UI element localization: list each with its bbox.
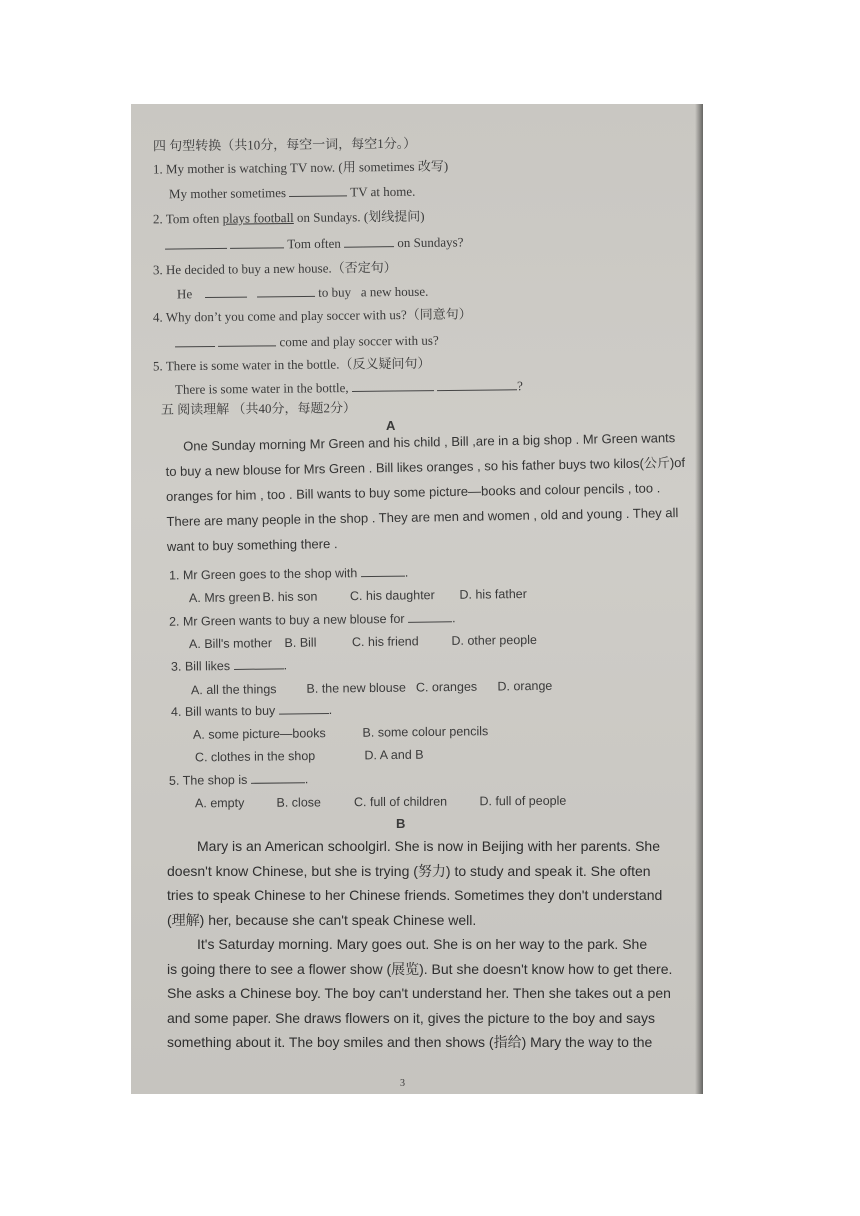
q4-5-ans-pre: There is some water in the bottle, bbox=[174, 380, 349, 397]
worksheet-content bbox=[131, 104, 703, 1094]
option-b[interactable]: B. close bbox=[276, 795, 322, 810]
passage-b-line: and some paper. She draws flowers on it, gives the picture to the boy and says bbox=[167, 1009, 655, 1026]
answer-blank[interactable] bbox=[251, 770, 305, 784]
q4-2 bbox=[153, 209, 425, 228]
passage-a-line: want to buy something there . bbox=[166, 536, 338, 554]
passage-a-line: to buy a new blouse for Mrs Green . Bill likes oranges , so his father buys two kilos(公斤)of bbox=[165, 454, 686, 479]
option-b[interactable]: B. some colour pencils bbox=[362, 724, 489, 740]
q4-3 bbox=[153, 260, 397, 279]
qa-5-options bbox=[195, 793, 566, 812]
passage-b-line: something about it. The boy smiles and then shows (指给) Mary the way to the bbox=[167, 1034, 653, 1050]
answer-blank[interactable] bbox=[352, 378, 434, 392]
option-d[interactable]: D. his father bbox=[459, 586, 527, 602]
qa-2-tail: . bbox=[451, 611, 456, 626]
passage-b-line: She asks a Chinese boy. The boy can't understand her. Then she takes out a pen bbox=[167, 985, 671, 1001]
page-number: 3 bbox=[400, 1078, 405, 1089]
option-d[interactable]: D. A and B bbox=[364, 747, 424, 763]
answer-blank[interactable] bbox=[233, 656, 283, 670]
option-d[interactable]: D. orange bbox=[497, 678, 553, 694]
option-c[interactable]: C. his friend bbox=[351, 634, 419, 650]
option-a[interactable]: A. empty bbox=[194, 795, 245, 811]
q4-5-qmark: ? bbox=[517, 378, 523, 394]
answer-blank[interactable] bbox=[289, 183, 347, 197]
qa-5-stem: 5. The shop is bbox=[168, 772, 248, 788]
option-c[interactable]: C. oranges bbox=[415, 679, 478, 695]
option-b[interactable]: B. Bill bbox=[284, 635, 317, 650]
passage-b-line: is going there to see a flower show (展览). But she doesn't know how to get there. bbox=[167, 960, 673, 977]
passage-a-label: A bbox=[386, 418, 396, 433]
qa-4-tail: . bbox=[328, 703, 333, 718]
qa-3-stem: 3. Bill likes bbox=[170, 658, 231, 674]
q4-4-text: Why don’t you come and play soccer with us?（同意句） bbox=[165, 306, 472, 325]
q4-3-he: He bbox=[176, 286, 193, 302]
q4-2-pre: Tom often bbox=[165, 210, 223, 227]
qa-1-tail: . bbox=[404, 565, 409, 580]
qa-5-tail: . bbox=[304, 772, 309, 787]
option-a[interactable]: A. all the things bbox=[190, 682, 277, 698]
passage-b-label: B bbox=[396, 816, 406, 831]
q4-5-num: 5. bbox=[152, 358, 163, 374]
q4-4-answer bbox=[175, 332, 439, 352]
q4-1-ans-post: TV at home. bbox=[350, 183, 416, 200]
option-d[interactable]: D. full of people bbox=[479, 793, 567, 809]
q4-3-text: He decided to buy a new house.（否定句） bbox=[165, 259, 397, 278]
q4-1-ans-pre: My mother sometimes bbox=[168, 185, 287, 202]
option-b[interactable]: B. his son bbox=[262, 589, 318, 605]
q4-2-num: 2. bbox=[152, 211, 163, 227]
qa-2 bbox=[169, 609, 456, 629]
passage-b-line: It's Saturday morning. Mary goes out. She is on her way to the park. She bbox=[197, 936, 648, 952]
answer-blank[interactable] bbox=[165, 236, 227, 250]
qa-1-stem: 1. Mr Green goes to the shop with bbox=[168, 566, 358, 583]
qa-2-stem: 2. Mr Green wants to buy a new blouse for bbox=[168, 611, 405, 629]
q4-4-ans: come and play soccer with us? bbox=[279, 332, 439, 350]
passage-b-line: Mary is an American schoolgirl. She is now in Beijing with her parents. She bbox=[197, 838, 660, 854]
qa-3 bbox=[171, 656, 287, 674]
option-d[interactable]: D. other people bbox=[451, 632, 538, 648]
qa-5 bbox=[169, 770, 308, 789]
answer-blank[interactable] bbox=[361, 564, 405, 578]
q4-2-answer bbox=[165, 233, 464, 253]
passage-b bbox=[167, 834, 703, 1055]
qa-1-options bbox=[189, 586, 527, 606]
qa-3-options bbox=[191, 678, 553, 698]
option-c[interactable]: C. full of children bbox=[353, 794, 448, 810]
q4-3-num: 3. bbox=[152, 262, 163, 278]
q4-2-post: on Sundays. (划线提问) bbox=[293, 208, 425, 225]
q4-5-text: There is some water in the bottle.（反义疑问句） bbox=[165, 355, 431, 374]
answer-blank[interactable] bbox=[230, 235, 284, 249]
qa-3-tail: . bbox=[283, 658, 288, 673]
section4-title: 四 句型转换（共10分，每空一词，每空1分。） bbox=[152, 135, 417, 154]
qa-4 bbox=[171, 701, 332, 720]
option-c[interactable]: C. clothes in the shop bbox=[194, 748, 316, 765]
answer-blank[interactable] bbox=[205, 285, 247, 298]
q4-5 bbox=[153, 356, 431, 375]
q4-3-new-house: a new house. bbox=[360, 283, 429, 300]
option-a[interactable]: A. Mrs green bbox=[188, 590, 261, 606]
q4-4 bbox=[153, 306, 472, 325]
section5-title: 五 阅读理解 （共40分，每题2分） bbox=[160, 399, 357, 418]
q4-1-num: 1. bbox=[152, 161, 163, 177]
q4-2-underlined: plays football bbox=[222, 209, 294, 226]
q4-4-num: 4. bbox=[152, 309, 163, 325]
passage-a-line: There are many people in the shop . They are men and women , old and young . They all bbox=[166, 505, 679, 529]
qa-4-options-row2 bbox=[195, 747, 424, 766]
answer-blank[interactable] bbox=[344, 234, 394, 248]
q4-3-to-buy: to buy bbox=[318, 284, 352, 300]
scanned-page-photo bbox=[131, 104, 703, 1094]
answer-blank[interactable] bbox=[279, 701, 329, 715]
passage-a-line: One Sunday morning Mr Green and his child , Bill ,are in a big shop . Mr Green wants bbox=[183, 430, 676, 454]
q4-1-answer bbox=[169, 183, 416, 203]
q4-2-mid: Tom often bbox=[287, 235, 341, 252]
passage-a bbox=[165, 425, 687, 559]
qa-4-options-row1 bbox=[193, 723, 488, 743]
answer-blank[interactable] bbox=[175, 334, 215, 347]
q4-2-end: on Sundays? bbox=[397, 234, 464, 251]
q4-5-answer bbox=[175, 377, 523, 398]
qa-2-options bbox=[189, 632, 537, 652]
option-b[interactable]: B. the new blouse bbox=[306, 680, 406, 696]
passage-b-line: (理解) her, because she can't speak Chinese well. bbox=[167, 911, 477, 928]
answer-blank[interactable] bbox=[437, 377, 517, 391]
q4-1 bbox=[153, 158, 448, 177]
option-c[interactable]: C. his daughter bbox=[349, 588, 435, 604]
answer-blank[interactable] bbox=[408, 609, 452, 623]
option-a[interactable]: A. some picture—books bbox=[192, 726, 326, 742]
q4-1-text: My mother is watching TV now. (用 sometimes 改写) bbox=[165, 158, 449, 177]
passage-a-line: oranges for him , too . Bill wants to buy some picture—books and colour pencils , too . bbox=[165, 480, 661, 504]
passage-b-line: tries to speak Chinese to her Chinese friends. Sometimes they don't understand bbox=[167, 887, 663, 903]
answer-blank[interactable] bbox=[218, 333, 276, 347]
passage-b-line: doesn't know Chinese, but she is trying (努力) to study and speak it. She often bbox=[167, 862, 651, 879]
option-a[interactable]: A. Bill's mother bbox=[188, 636, 273, 652]
answer-blank[interactable] bbox=[257, 284, 315, 298]
q4-3-answer bbox=[177, 283, 428, 303]
qa-1 bbox=[169, 564, 408, 584]
qa-4-stem: 4. Bill wants to buy bbox=[170, 703, 276, 719]
